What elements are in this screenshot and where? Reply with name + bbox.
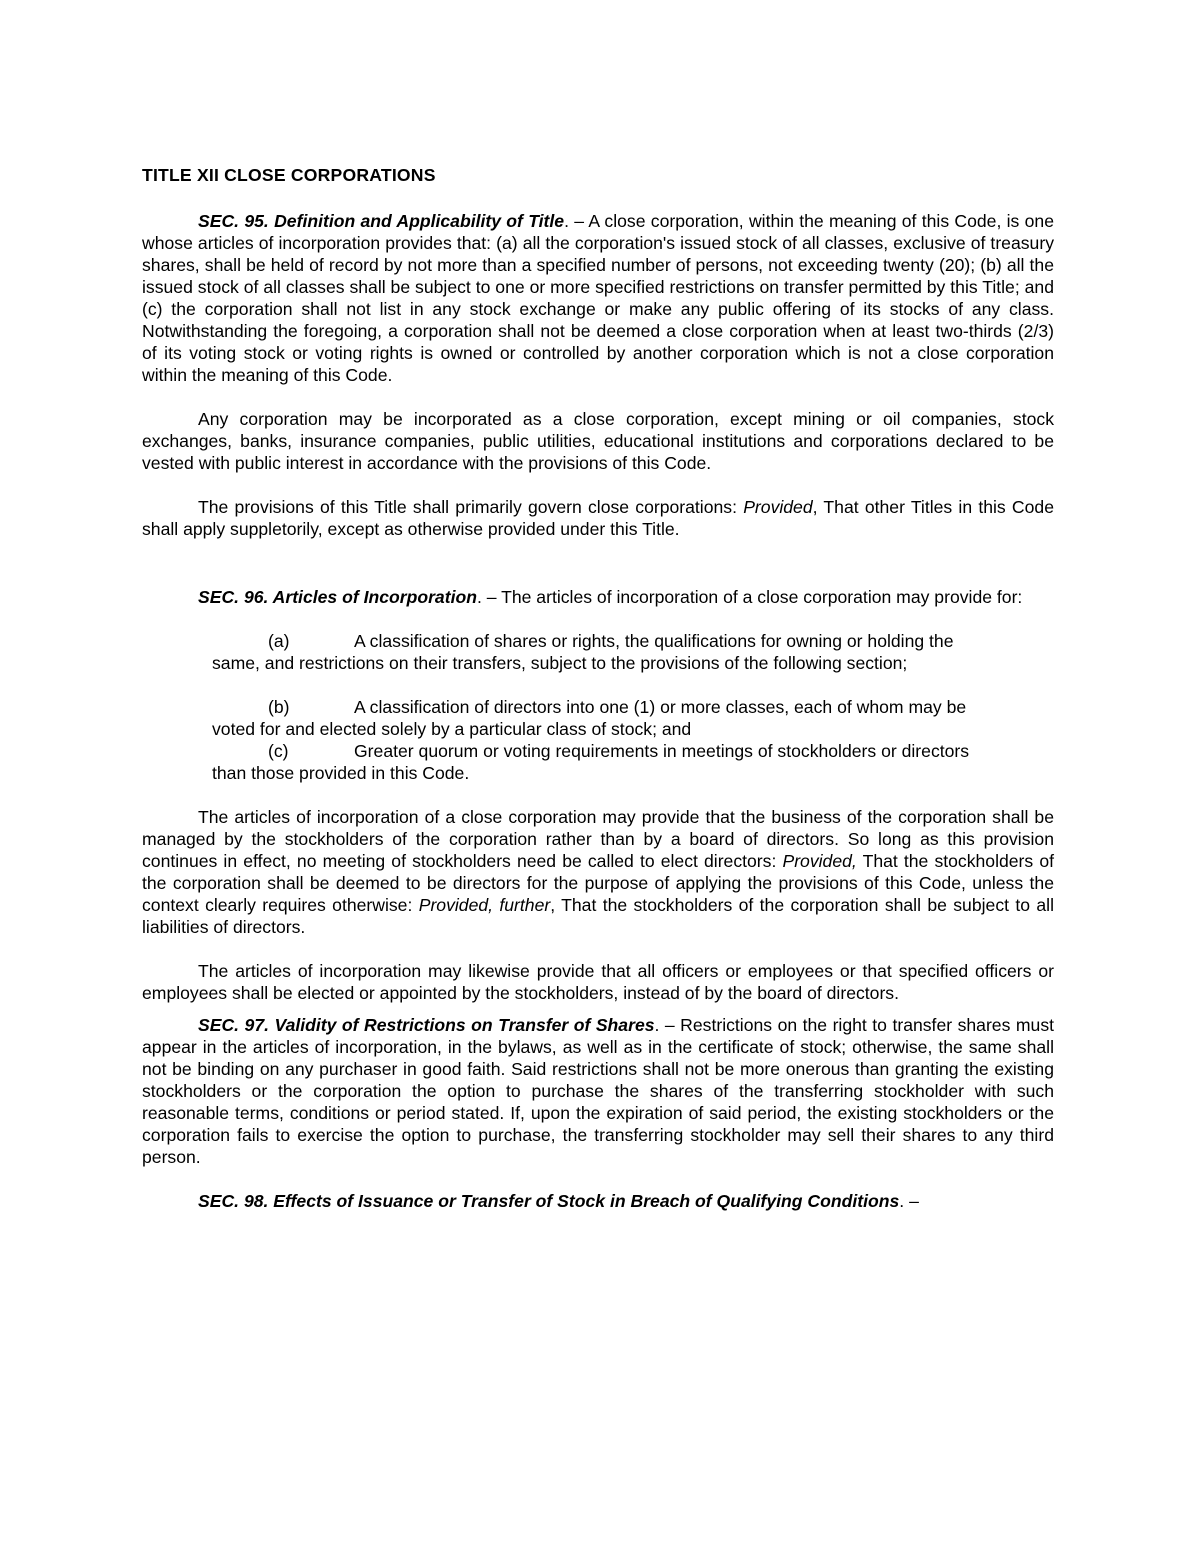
sec96-heading: SEC. 96. Articles of Incorporation [198,587,477,607]
sec96-para2-text-a: The articles of incorporation of a close corporation may provide that the business of the corporation shall be managed by the stockholders of the corporation rather than by a board of directors. So long as this provision continues in effect, no meeting of stockholders need be called to elect directors: [142,807,1054,871]
sec96-body: The articles of incorporation of a close corporation may provide for: [501,587,1023,607]
sec95-paragraph [142,210,1054,386]
list-item-continuation: voted for and elected solely by a particular class of stock; and [212,719,692,739]
sec96-para2-provided: Provided, [782,851,857,871]
sec96-dash: . – [476,587,502,607]
sec95-paragraph-2: Any corporation may be incorporated as a close corporation, except mining or oil companies, stock exchanges, banks, insurance companies, public utilities, educational institutions and corporations declared to be vested with public interest in accordance with the provisions of this Code. [142,409,1054,473]
sec97-dash: . – [654,1015,681,1035]
sec97-heading: SEC. 97. Validity of Restrictions on Transfer of Shares [198,1015,655,1035]
sec96-paragraph-2 [142,806,1054,938]
sec96-paragraph-3: The articles of incorporation may likewise provide that all officers or employees or that specified officers or employees shall be elected or appointed by the stockholders, instead of by the board of directors. [142,961,1054,1003]
document-body [142,164,1054,1212]
sec95-paragraph-3 [142,496,1054,540]
sec97-body: Restrictions on the right to transfer shares must appear in the articles of incorporation, in the bylaws, as well as in the certificate of stock; otherwise, the same shall not be binding on any purchaser in good faith. Said restrictions shall not be more onerous than granting the existing stockholders or the corporation the option to purchase the shares of the transferring stockholder with such reasonable terms, conditions or period stated. If, upon the expiration of said period, the existing stockholders or the corporation fails to exercise the option to purchase, the transferring stockholder may sell their shares to any third person. [142,1015,1055,1167]
sec96-para2-provided-further: Provided, further [418,895,551,915]
list-item-label: (b) [268,697,290,717]
sec98-dash: . – [899,1191,919,1211]
sec95-para3-text-b: , That other Titles in this Code shall apply suppletorily, except as otherwise provided under this Title. [142,497,1054,539]
list-item-first-line [212,630,1020,652]
sec96-para2-text-c: , That the stockholders of the corporation shall be subject to all liabilities of directors. [142,895,1054,937]
list-item [212,696,1020,740]
list-item-continuation: than those provided in this Code. [212,763,470,783]
title-heading: TITLE XII CLOSE CORPORATIONS [142,165,436,185]
sec98-heading: SEC. 98. Effects of Issuance or Transfer of Stock in Breach of Qualifying Conditions [198,1191,900,1211]
list-item-label: (c) [268,741,289,761]
list-item [212,740,1020,784]
list-item [212,630,1020,674]
list-item-continuation: same, and restrictions on their transfers, subject to the provisions of the following section; [212,653,908,673]
list-item-label: (a) [268,631,290,651]
list-item-text: A classification of shares or rights, the qualifications for owning or holding the [354,631,954,651]
sec95-body: A close corporation, within the meaning of this Code, is one whose articles of incorporation provides that: (a) all the corporation's issued stock of all classes, exclusive of treasury shares, shall be held of record by not more than a specified number of persons, not exceeding twenty (20); (b) all the issued stock of all classes shall be subject to one or more specified restrictions on transfer permitted by this Title; and (c) the corporation shall not list in any stock exchange or make any public offering of its stocks of any class. Notwithstanding the foregoing, a corporation shall not be deemed a close corporation when at least two-thirds (2/3) of its voting stock or voting rights is owned or controlled by another corporation which is not a close corporation within the meaning of this Code. [142,211,1054,385]
sec97-paragraph [142,1014,1054,1168]
list-item-first-line [212,696,1020,718]
sec95-dash: . – [564,211,589,231]
sec96-para2-text-b: That the stockholders of the corporation shall be deemed to be directors for the purpose of applying the provisions of this Code, unless the context clearly requires otherwise: [142,851,1054,915]
sec96-paragraph [142,586,1054,608]
list-item-text: Greater quorum or voting requirements in meetings of stockholders or directors [354,741,970,761]
list-item-text: A classification of directors into one (1) or more classes, each of whom may be [354,697,967,717]
sec95-para3-text-a: The provisions of this Title shall primarily govern close corporations: [198,497,744,517]
sec95-para3-provided: Provided [743,497,813,517]
sec98-paragraph [142,1190,1054,1212]
list-item-first-line [212,740,1020,762]
sec95-heading: SEC. 95. Definition and Applicability of Title [198,211,565,231]
